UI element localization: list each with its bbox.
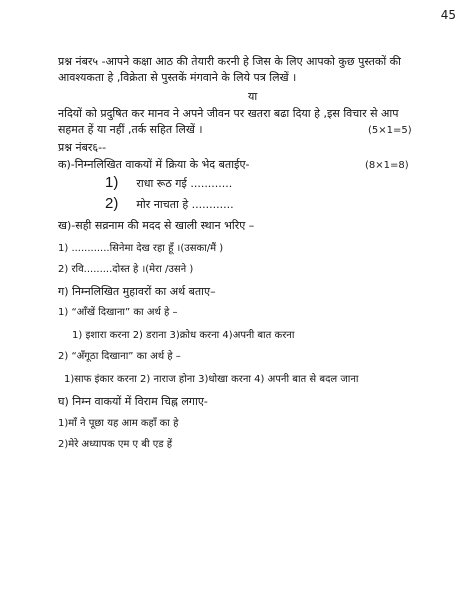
q5-line-1: प्रश्न नंबर५ -आपने कक्षा आठ की तेयारी करनी हे जिस के लिए आपको कुछ पुस्तकों की [58,55,401,68]
q5-marks: (5×1=5) [368,125,412,136]
q6c-q2: 2) “अँगूठा दिखाना” का अर्थ हे – [58,351,181,362]
q5-alt-line-1: नदियों को प्रदुषित कर मानव ने अपने जीवन पर खतरा बढा दिया हे ,इस विचार से आप [58,107,399,120]
q6d-title: घ) निम्न वाकयों में विराम चिह्न लगाए- [58,395,208,408]
q6a-marks: (8×1=8) [365,160,409,171]
q6c-q1: 1) “आँखें दिखाना” का अर्थ हे – [58,307,178,318]
q5-line-2: आवश्यकता हे ,विक्रेता से पुस्तकें मंगवाने के लिये पत्र लिखें । [58,71,297,84]
q6a-item-1-number: 1) [105,174,119,191]
q6-heading: प्रश्न नंबर६-- [58,141,107,154]
q6d-item-1: 1)माँ ने पूछा यह आम कहाँ का हे [58,418,179,429]
page-number: 45 [440,8,456,22]
q6a-item-2-text: मोर नाचता हे ............ [136,198,234,211]
q6b-item-2: 2) रवि.........दोस्त हे ।(मेरा /उसने ) [58,264,194,275]
q6a-item-2-number: 2) [105,195,119,212]
q6a-title: क)-निम्नलिखित वाकयों में क्रिया के भेद बताईए- [58,158,250,171]
q6c-q2-options: 1)साफ इंकार करना 2) नाराज होना 3)धोखा करना 4) अपनी बात से बदल जाना [64,374,359,385]
q6b-item-1: 1) ............सिनेमा देख रहा हूँ ।(उसका/मैं ) [58,243,224,254]
q6b-title: ख)-सही सव्रनाम की मदद से खाली स्थान भरिए – [58,219,255,232]
q6a-item-1 [105,175,232,192]
q6c-q1-options: 1) इशारा करना 2) डराना 3)क्रोध करना 4)अपनी बात करना [72,330,295,341]
q5-alt-line-2: सहमत हें या नहीं ,तर्क सहित लिखें । [58,123,203,136]
q6a-item-1-text: राधा रूठ गई ............ [136,177,233,190]
q6a-item-2 [105,196,234,213]
q6c-title: ग) निम्नलिखित मुहावरों का अर्थ बताए– [58,285,216,298]
q6d-item-2: 2)मेरे अध्यापक एम ए बी एड हें [58,439,173,450]
q5-or-divider: या [248,90,258,103]
